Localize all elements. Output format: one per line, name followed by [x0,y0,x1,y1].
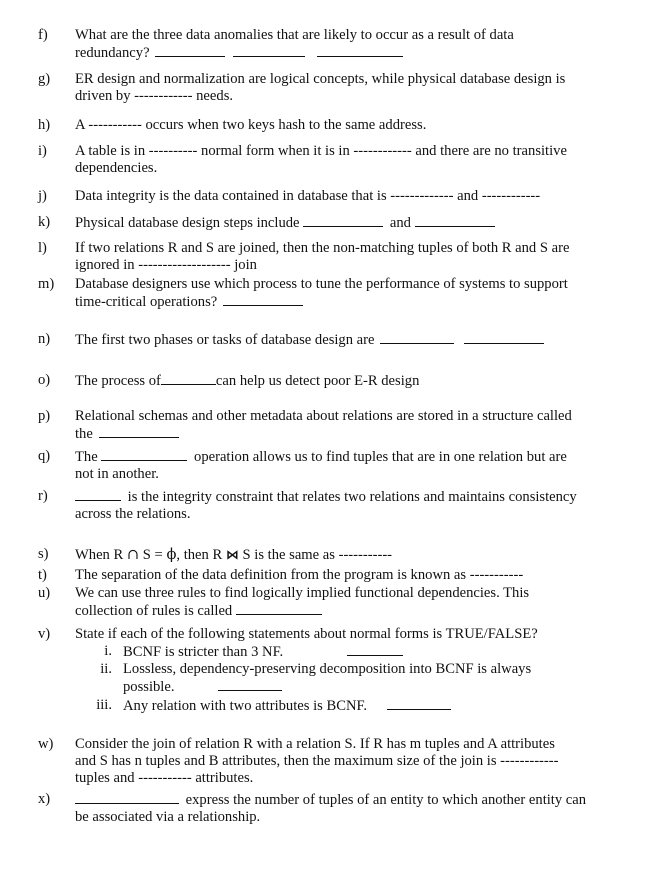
question-label: s) [38,546,49,562]
question-label: l) [38,240,47,256]
sub-item-text: Any relation with two attributes is BCNF. [123,698,368,714]
question-label: h) [38,117,51,133]
sub-item-number: ii. [100,661,112,677]
question-n [38,331,634,349]
question-k [38,214,634,232]
natural-join-symbol: ⋈ [225,548,239,563]
question-text: ignored in ------------------- join [75,257,257,273]
question-text: The [75,449,98,465]
question-text: Physical database design steps include [75,215,300,231]
sub-item-text: possible. [123,679,175,695]
question-r [38,488,634,523]
question-text: time-critical operations? [75,294,218,310]
question-v [38,626,634,714]
sub-item-text: BCNF is stricter than 3 NF. [123,644,284,660]
question-text: tuples and ----------- attributes. [75,770,254,786]
question-label: n) [38,331,51,347]
sub-item [38,643,634,661]
question-text: When R [75,547,124,563]
question-label: x) [38,791,51,807]
question-text: Data integrity is the data contained in database that is ------------- and ------------ [75,188,541,204]
question-text: ER design and normalization are logical concepts, while physical database design is [75,71,566,87]
question-t [38,567,634,584]
question-p [38,408,634,443]
question-label: j) [38,188,47,204]
question-text: collection of rules is called [75,603,233,619]
answer-blank[interactable] [75,791,179,804]
answer-blank[interactable] [223,293,303,306]
question-o [38,372,634,390]
question-g [38,71,634,105]
question-w [38,736,634,787]
question-text: is the integrity constraint that relates two relations and maintains consistency [127,489,577,505]
answer-blank[interactable] [347,643,403,656]
question-text: A ----------- occurs when two keys hash to the same address. [75,117,427,133]
question-x [38,791,634,826]
answer-blank[interactable] [99,425,179,438]
question-text: Relational schemas and other metadata about relations are stored in a structure called [75,408,572,424]
answer-blank[interactable] [380,331,454,344]
question-text: We can use three rules to find logically implied functional dependencies. This [75,585,530,601]
answer-blank[interactable] [236,602,322,615]
question-text: not in another. [75,466,159,482]
question-u [38,585,634,620]
answer-blank[interactable] [101,448,187,461]
question-text: A table is in ---------- normal form when it is in ------------ and there are no transitive [75,143,567,159]
question-text: The separation of the data definition from the program is known as ----------- [75,567,524,583]
question-text: If two relations R and S are joined, then the non-matching tuples of both R and S are [75,240,570,256]
question-label: t) [38,567,47,583]
question-label: r) [38,488,48,504]
answer-blank[interactable] [161,372,216,385]
question-h [38,117,634,134]
question-text: The first two phases or tasks of database design are [75,332,375,348]
answer-blank[interactable] [415,214,495,227]
answer-blank[interactable] [233,44,305,57]
intersection-symbol: ∩ [126,546,140,563]
sub-item [38,661,634,696]
question-s [38,546,634,564]
question-text: redundancy? [75,45,150,61]
question-i [38,143,634,177]
question-label: i) [38,143,47,159]
question-m [38,276,634,311]
answer-blank[interactable] [317,44,403,57]
question-label: g) [38,71,51,87]
question-text: Database designers use which process to tune the performance of systems to support [75,276,568,292]
question-text: driven by ------------ needs. [75,88,234,104]
question-text: the [75,426,93,442]
sub-item-number: iii. [96,697,112,713]
phi-symbol: ϕ [166,546,177,563]
question-text: and S has n tuples and B attributes, then the maximum size of the join is ------------ [75,753,559,769]
question-text: What are the three data anomalies that are likely to occur as a result of data [75,27,514,43]
question-text: can help us detect poor E-R design [215,373,420,389]
question-text: operation allows us to find tuples that are in one relation but are [194,449,567,465]
question-label: k) [38,214,51,230]
question-text: across the relations. [75,506,191,522]
sub-item-text: Lossless, dependency-preserving decomposition into BCNF is always [123,661,532,677]
question-label: o) [38,372,51,388]
question-text: S = [142,547,163,563]
question-label: m) [38,276,55,292]
answer-blank[interactable] [464,331,544,344]
sub-item [38,697,634,715]
question-label: q) [38,448,51,464]
question-text: be associated via a relationship. [75,809,261,825]
answer-blank[interactable] [387,697,451,710]
sub-item-number: i. [104,643,112,659]
question-text: express the number of tuples of an entity to which another entity can [185,792,587,808]
answer-blank[interactable] [303,214,383,227]
question-label: u) [38,585,51,601]
question-l [38,240,634,274]
answer-blank[interactable] [75,488,121,501]
question-text: The process of [75,373,161,389]
question-text: dependencies. [75,160,158,176]
question-q [38,448,634,483]
question-text: Consider the join of relation R with a relation S. If R has m tuples and A attributes [75,736,555,752]
question-label: p) [38,408,51,424]
answer-blank[interactable] [218,678,282,691]
question-label: f) [38,27,48,43]
answer-blank[interactable] [155,44,225,57]
question-text: State if each of the following statements about normal forms is TRUE/FALSE? [75,626,538,642]
question-j [38,188,634,205]
question-text: S is the same as ----------- [242,547,393,563]
question-text: and [389,215,411,231]
question-text: , then R [176,547,223,563]
question-label: w) [38,736,54,752]
question-f [38,27,634,62]
question-label: v) [38,626,51,642]
